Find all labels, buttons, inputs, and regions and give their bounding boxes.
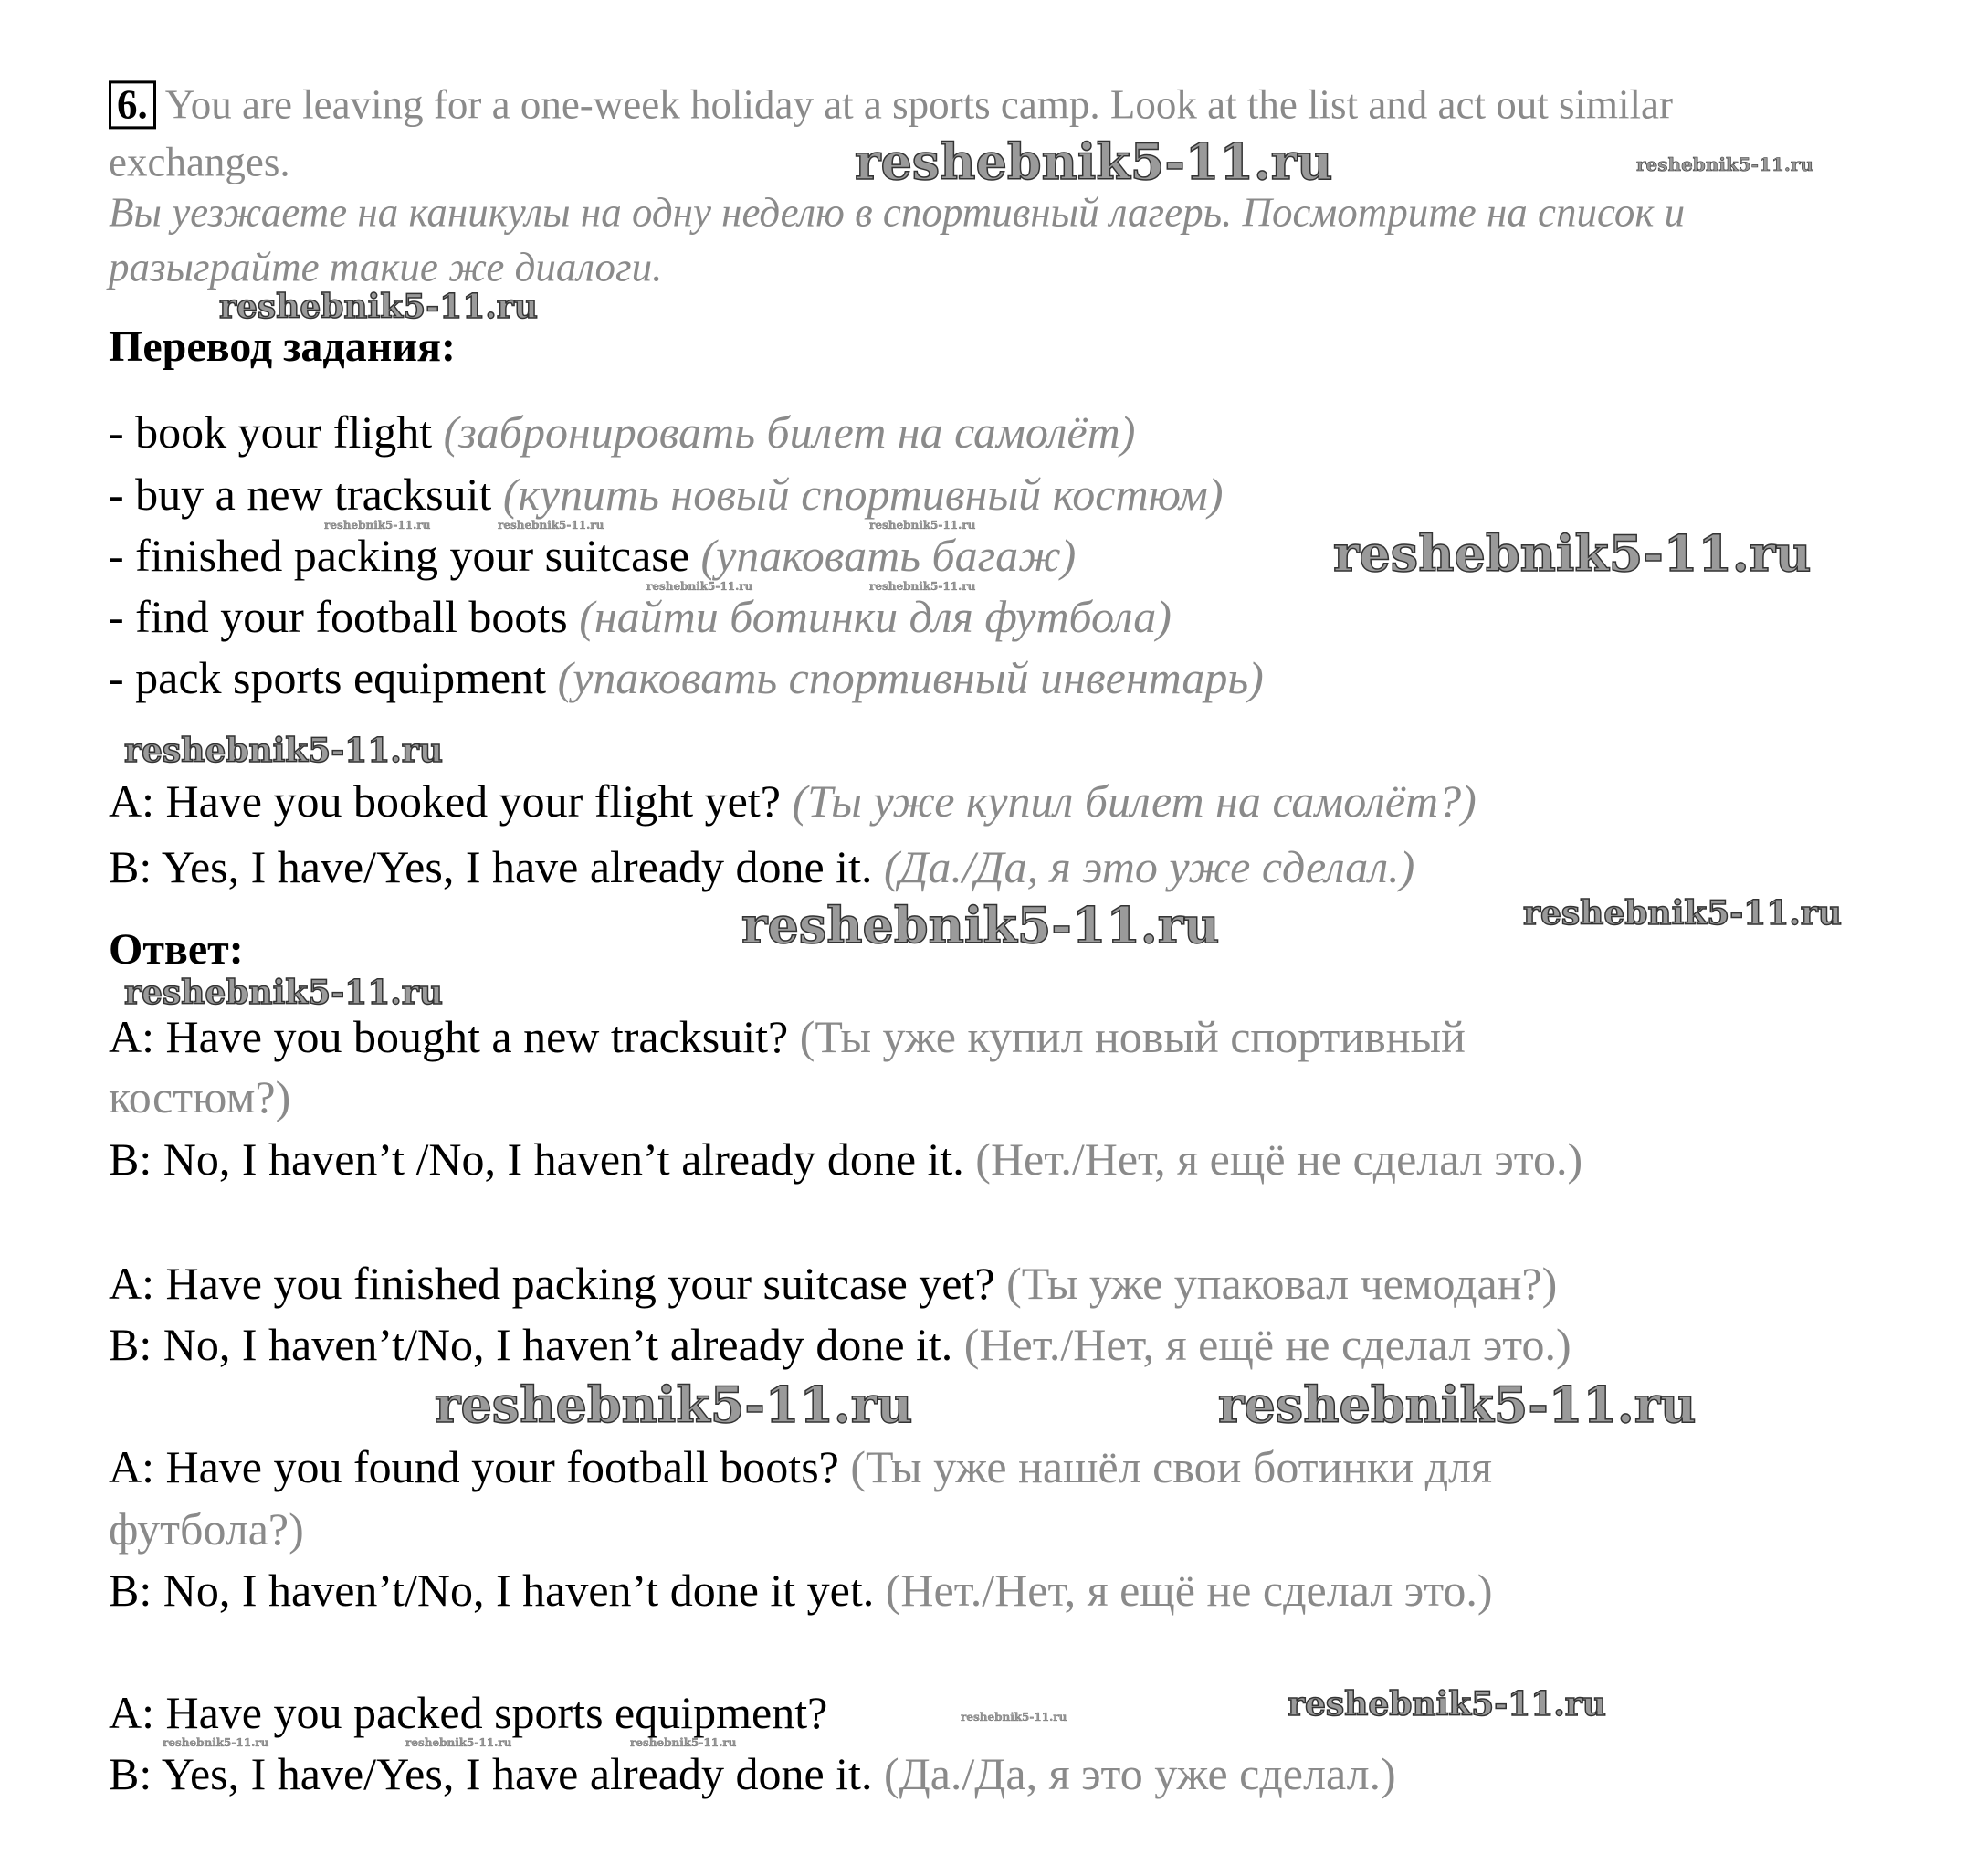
watermark: reshebnik5-11.ru <box>630 1736 737 1749</box>
line-ru: (Ты уже купил новый спортивный <box>799 1011 1466 1062</box>
watermark: reshebnik5-11.ru <box>435 1375 913 1434</box>
watermark: reshebnik5-11.ru <box>1218 1375 1697 1434</box>
watermark: reshebnik5-11.ru <box>1288 1685 1606 1723</box>
watermark: reshebnik5-11.ru <box>1333 524 1812 583</box>
watermark: reshebnik5-11.ru <box>741 896 1220 954</box>
instruction-translation-1: Вы уезжаете на каникулы на одну неделю в спортивный лагерь. Посмотрите на список и <box>109 189 1686 236</box>
list-item-en: - find your football boots <box>109 591 568 642</box>
dialogue-line <box>109 1441 1492 1492</box>
list-item <box>109 652 1264 703</box>
instruction-text-2: exchanges. <box>109 139 290 185</box>
line-en: A: Have you bought a new tracksuit? <box>109 1011 789 1062</box>
list-item <box>109 469 1224 520</box>
dialogue-line <box>109 1011 1466 1062</box>
line-en: A: Have you finished packing your suitcase yet? <box>109 1258 995 1309</box>
instruction-text: You are leaving for a one-week holiday at a sports camp. Look at the list and act out similar <box>164 81 1673 128</box>
watermark: reshebnik5-11.ru <box>219 288 538 326</box>
dialogue-line <box>109 1748 1396 1799</box>
list-item <box>109 530 1077 581</box>
watermark: reshebnik5-11.ru <box>124 732 443 770</box>
list-item-ru: (найти ботинки для футбола) <box>579 591 1172 642</box>
dialogue-line <box>109 1687 828 1738</box>
list-item-ru: (забронировать билет на самолёт) <box>443 406 1136 458</box>
watermark: reshebnik5-11.ru <box>1523 894 1842 933</box>
watermark: reshebnik5-11.ru <box>869 580 976 593</box>
watermark: reshebnik5-11.ru <box>855 132 1333 191</box>
line-ru: (Ты уже нашёл свои ботинки для <box>850 1441 1492 1492</box>
list-item-ru: (купить новый спортивный костюм) <box>502 469 1224 520</box>
line-ru: (Нет./Нет, я ещё не сделал это.) <box>963 1319 1571 1370</box>
line-ru: костюм?) <box>109 1071 291 1122</box>
translation-heading: Перевод задания: <box>109 322 456 371</box>
instruction-translation-2: разыграйте такие же диалоги. <box>109 244 663 290</box>
list-item-en: - book your flight <box>109 406 433 458</box>
watermark: reshebnik5-11.ru <box>124 974 443 1012</box>
dialogue-line <box>109 775 1477 827</box>
line-en: A: Have you booked your flight yet? <box>109 775 781 827</box>
dialogue-line <box>109 1258 1558 1309</box>
task-number: 6. <box>109 80 156 129</box>
line-en: A: Have you packed sports equipment? <box>109 1687 828 1738</box>
line-en: B: Yes, I have/Yes, I have already done it. <box>109 1748 873 1799</box>
list-item <box>109 591 1172 642</box>
line-ru: футбола?) <box>109 1503 304 1555</box>
watermark: reshebnik5-11.ru <box>1636 153 1813 175</box>
watermark: reshebnik5-11.ru <box>324 519 431 532</box>
line-en: B: Yes, I have/Yes, I have already done it. <box>109 841 873 892</box>
list-item-en: - pack sports equipment <box>109 652 547 703</box>
list-item-en: - finished packing your suitcase <box>109 530 689 581</box>
line-ru: (Да./Да, я это уже сделал.) <box>883 841 1415 892</box>
dialogue-line <box>109 1565 1493 1616</box>
watermark: reshebnik5-11.ru <box>163 1736 269 1749</box>
dialogue-line <box>109 841 1415 892</box>
line-ru: (Да./Да, я это уже сделал.) <box>883 1748 1396 1799</box>
line-ru: (Ты уже купил билет на самолёт?) <box>792 775 1477 827</box>
watermark: reshebnik5-11.ru <box>498 519 604 532</box>
watermark: reshebnik5-11.ru <box>646 580 753 593</box>
answer-heading: Ответ: <box>109 925 244 974</box>
list-item-en: - buy a new tracksuit <box>109 469 492 520</box>
line-ru: (Нет./Нет, я ещё не сделал это.) <box>885 1565 1493 1616</box>
line-ru: (Ты уже упаковал чемодан?) <box>1006 1258 1558 1309</box>
watermark: reshebnik5-11.ru <box>961 1711 1067 1723</box>
line-en: B: No, I haven’t /No, I haven’t already done it. <box>109 1133 964 1185</box>
line-ru: (Нет./Нет, я ещё не сделал это.) <box>975 1133 1583 1185</box>
list-item <box>109 406 1136 458</box>
list-item-ru: (упаковать багаж) <box>700 530 1077 581</box>
line-en: B: No, I haven’t/No, I haven’t already done it. <box>109 1319 953 1370</box>
dialogue-line <box>109 1319 1571 1370</box>
line-en: A: Have you found your football boots? <box>109 1441 839 1492</box>
line-en: B: No, I haven’t/No, I haven’t done it yet. <box>109 1565 875 1616</box>
watermark: reshebnik5-11.ru <box>869 519 976 532</box>
list-item-ru: (упаковать спортивный инвентарь) <box>557 652 1264 703</box>
dialogue-line <box>109 1133 1583 1185</box>
watermark: reshebnik5-11.ru <box>405 1736 512 1749</box>
